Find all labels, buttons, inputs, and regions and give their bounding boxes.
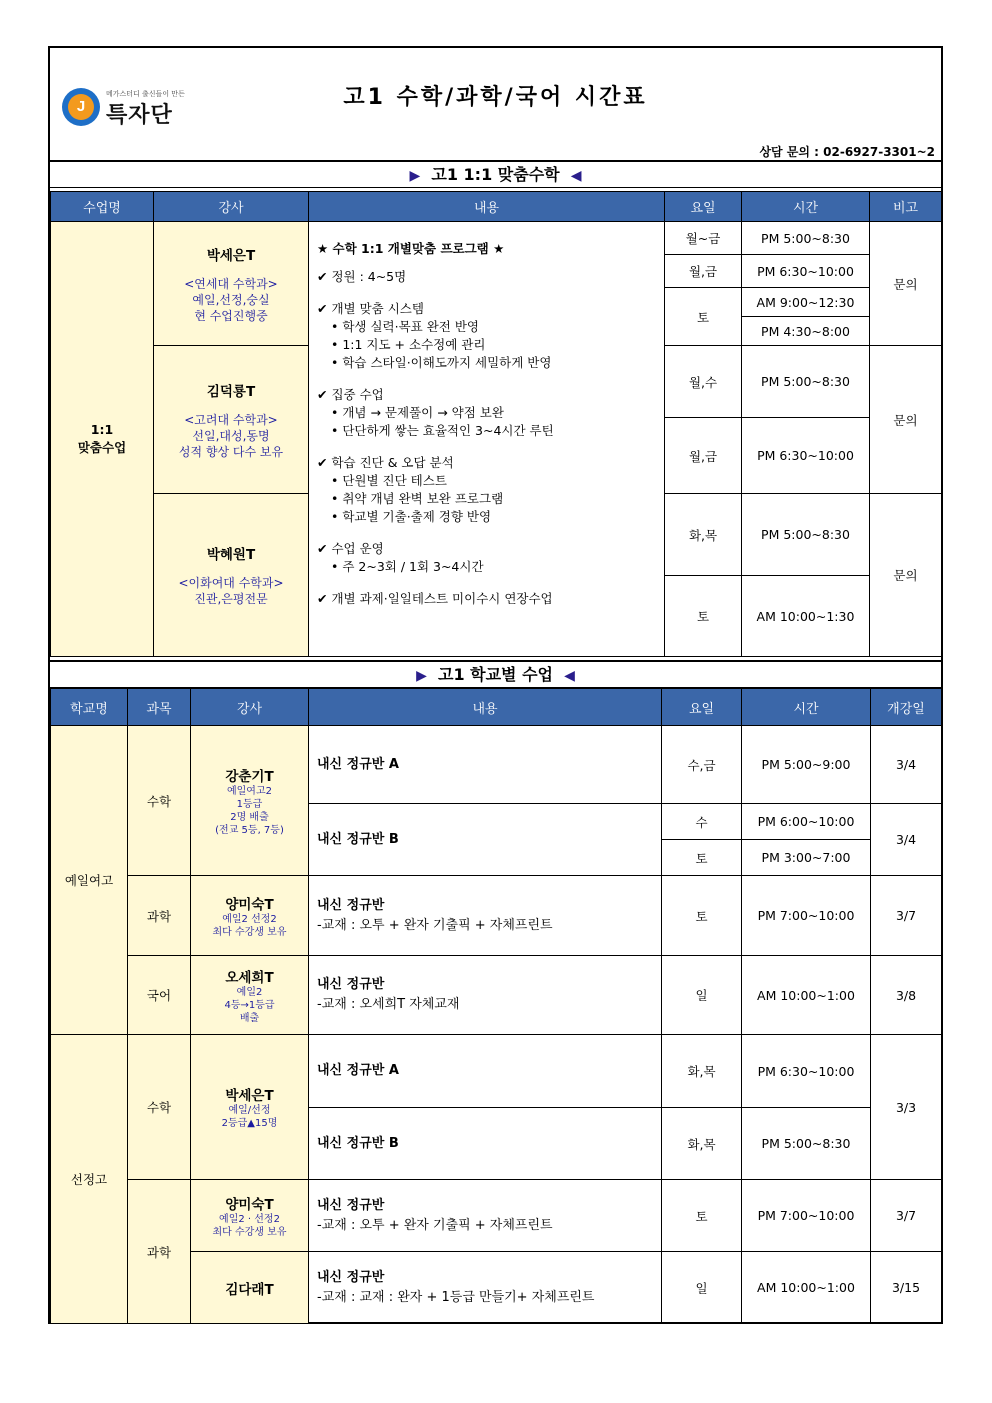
teacher-desc	[154, 412, 308, 460]
list-item: • 1:1 지도 + 소수정예 관리	[331, 337, 486, 352]
right-arrow-icon: ▶	[409, 168, 421, 184]
contact-info: 상담 문의 : 02-6927-3301~2	[759, 145, 935, 159]
col-header-time: 시간	[742, 689, 871, 726]
list-item: • 학생 실력·목표 완전 반영	[331, 319, 479, 334]
class-title: 내신 정규반	[317, 1197, 385, 1213]
note-cell: 문의	[870, 222, 942, 346]
class-title: 내신 정규반	[317, 897, 385, 913]
left-arrow-icon: ◀	[564, 668, 575, 684]
col-header-content: 내용	[309, 192, 665, 222]
list-item: • 개념 → 문제풀이 → 약점 보완	[331, 405, 504, 420]
subject-cell: 수학	[128, 726, 191, 876]
day-cell: 월,금	[665, 418, 742, 494]
col-header-open-date: 개강일	[871, 689, 942, 726]
day-cell: 토	[662, 1180, 742, 1252]
time-cell: PM 5:00~8:30	[742, 222, 870, 255]
open-date-cell: 3/4	[871, 726, 942, 804]
time-cell: AM 10:00~1:00	[742, 956, 871, 1035]
class-textbook: -교재 : 교재 : 완자 + 1등급 만들기+ 자체프린트	[317, 1289, 595, 1305]
day-cell: 토	[662, 840, 742, 876]
section-1-label: 고1 1:1 맞춤수학	[431, 165, 560, 184]
teacher-desc: 예일2 4등→1등급 배출	[224, 986, 275, 1024]
class-textbook: -교재 : 오투 + 완자 기출픽 + 자체프린트	[317, 917, 553, 933]
col-header-teacher: 강사	[154, 192, 309, 222]
teacher-name: 박세은T	[225, 1088, 274, 1104]
note-cell: 문의	[870, 494, 942, 657]
subject-cell: 국어	[128, 956, 191, 1035]
logo-tagline: 메가스터디 출신들이 만든	[106, 90, 185, 98]
school-class-table	[50, 688, 942, 1324]
teacher-career: 성적 향상 다수 보유	[178, 444, 284, 459]
focus-title: ✔ 집중 수업	[317, 387, 384, 402]
one-on-one-table	[50, 191, 942, 657]
teacher-cell	[191, 1035, 309, 1180]
section-2-title	[50, 660, 941, 688]
teacher-desc: 예일여고2 1등급 2명 배출 (전교 5등, 7등)	[215, 785, 284, 836]
col-header-school: 학교명	[51, 689, 128, 726]
day-cell: 일	[662, 956, 742, 1035]
subject-cell: 과학	[128, 876, 191, 956]
class-content	[309, 1252, 662, 1324]
teacher-cell	[191, 956, 309, 1035]
class-content	[309, 876, 662, 956]
time-cell: PM 3:00~7:00	[742, 840, 871, 876]
school-cell: 예일여고	[51, 726, 128, 1035]
time-cell: PM 6:30~10:00	[742, 418, 870, 494]
day-cell: 화,목	[662, 1035, 742, 1108]
teacher-school: <이화여대 수학과>	[178, 576, 284, 590]
day-cell: 월,수	[665, 346, 742, 418]
teacher-cell	[191, 1180, 309, 1252]
teacher-name: 박세은T	[206, 247, 256, 264]
class-title: 내신 정규반 A	[317, 1063, 399, 1078]
teacher-career: 진관,은평전문	[194, 592, 268, 606]
class-content	[309, 1035, 662, 1108]
col-header-class: 수업명	[51, 192, 154, 222]
col-header-day: 요일	[662, 689, 742, 726]
day-cell: 월,금	[665, 255, 742, 288]
list-item: • 단단하게 쌓는 효율적인 3~4시간 루틴	[331, 423, 554, 438]
col-header-content: 내용	[309, 689, 662, 726]
extra-note: ✔ 개별 과제·일일테스트 미이수시 연장수업	[317, 591, 553, 606]
time-cell: PM 6:00~10:00	[742, 804, 871, 840]
teacher-desc: 예일2 선정2 최다 수강생 보유	[212, 913, 287, 938]
class-title: 내신 정규반	[317, 1269, 385, 1285]
teacher-cell	[154, 222, 309, 346]
teacher-cell	[191, 1252, 309, 1324]
timetable-document	[48, 46, 943, 1324]
operation-title: ✔ 수업 운영	[317, 541, 384, 556]
logo-name: 특자단	[106, 103, 173, 128]
day-cell: 수	[662, 804, 742, 840]
time-cell: AM 9:00~12:30	[742, 288, 870, 317]
class-title: 내신 정규반 A	[317, 756, 399, 772]
school-cell: 선정고	[51, 1035, 128, 1324]
section-1-title	[50, 162, 941, 188]
class-content	[309, 1108, 662, 1180]
program-content-cell	[309, 222, 665, 657]
time-cell: AM 10:00~1:00	[742, 1252, 871, 1324]
col-header-note: 비고	[870, 192, 942, 222]
open-date-cell: 3/15	[871, 1252, 942, 1324]
teacher-school: <고려대 수학과>	[184, 412, 278, 427]
note-cell: 문의	[870, 346, 942, 494]
col-header-day: 요일	[665, 192, 742, 222]
teacher-name: 김덕룡T	[206, 383, 256, 400]
teacher-cell	[154, 346, 309, 494]
teacher-name: 양미숙T	[225, 896, 274, 913]
page-title: 고1 수학/과학/국어 시간표	[343, 85, 648, 110]
teacher-name: 오세희T	[225, 969, 274, 986]
teacher-name: 양미숙T	[225, 1196, 274, 1213]
teacher-cell	[154, 494, 309, 657]
time-cell: PM 6:30~10:00	[742, 1035, 871, 1108]
col-header-subject: 과목	[128, 689, 191, 726]
time-cell: PM 6:30~10:00	[742, 255, 870, 288]
day-cell: 토	[665, 288, 742, 346]
teacher-school: <연세대 수학과>	[184, 276, 278, 291]
teacher-desc: 예일2 · 선정2 최다 수강생 보유	[212, 1213, 287, 1238]
time-cell: PM 4:30~8:00	[742, 317, 870, 346]
day-cell: 일	[662, 1252, 742, 1324]
open-date-cell: 3/7	[871, 1180, 942, 1252]
list-item: • 단원별 진단 테스트	[331, 473, 447, 488]
custom-system-title: ✔ 개별 맞춤 시스템	[317, 301, 424, 316]
class-textbook: -교재 : 오투 + 완자 기출픽 + 자체프린트	[317, 1217, 553, 1233]
time-cell: PM 5:00~8:30	[742, 1108, 871, 1180]
teacher-career: 현 수업진행중	[194, 308, 268, 323]
teacher-cell	[191, 726, 309, 876]
day-cell: 화,목	[662, 1108, 742, 1180]
subject-cell: 수학	[128, 1035, 191, 1180]
list-item: • 주 2~3회 / 1회 3~4시간	[331, 559, 484, 574]
list-item: • 학교별 기출·출제 경향 반영	[331, 509, 492, 524]
time-cell: PM 7:00~10:00	[742, 876, 871, 956]
day-cell: 월~금	[665, 222, 742, 255]
class-content	[309, 956, 662, 1035]
teacher-cell	[191, 876, 309, 956]
right-arrow-icon: ▶	[416, 668, 427, 684]
class-textbook: -교재 : 오세희T 자체교재	[317, 997, 460, 1012]
list-item: • 학습 스타일·이해도까지 세밀하게 반영	[331, 355, 552, 370]
capacity-text: ✔ 정원 : 4~5명	[317, 269, 407, 284]
subject-cell: 과학	[128, 1180, 191, 1324]
class-content	[309, 726, 662, 804]
left-arrow-icon: ◀	[570, 168, 582, 184]
class-content	[309, 804, 662, 876]
open-date-cell: 3/3	[871, 1035, 942, 1180]
program-title: ★ 수학 1:1 개별맞춤 프로그램 ★	[317, 241, 505, 256]
day-cell: 토	[665, 576, 742, 657]
list-item: • 취약 개념 완벽 보완 프로그램	[331, 491, 504, 506]
teacher-career: 예일,선정,숭실	[192, 292, 270, 307]
teacher-name: 김다래T	[225, 1281, 274, 1298]
teacher-desc: 예일/선정 2등급▲15명	[221, 1105, 278, 1129]
section-2-label: 고1 학교별 수업	[437, 665, 553, 684]
time-cell: PM 5:00~8:30	[742, 346, 870, 418]
document-header	[50, 48, 941, 162]
teacher-desc	[154, 575, 308, 607]
class-name-cell: 1:1 맞춤수업	[51, 222, 154, 657]
open-date-cell: 3/7	[871, 876, 942, 956]
teacher-desc	[154, 276, 308, 324]
time-cell: PM 5:00~9:00	[742, 726, 871, 804]
col-header-teacher: 강사	[191, 689, 309, 726]
diagnosis-title: ✔ 학습 진단 & 오답 분석	[317, 455, 454, 470]
open-date-cell: 3/8	[871, 956, 942, 1035]
teacher-career: 선일,대성,동명	[192, 428, 270, 443]
logo-letter: J	[68, 94, 94, 120]
teacher-name: 강춘기T	[225, 768, 274, 785]
time-cell: PM 7:00~10:00	[742, 1180, 871, 1252]
teacher-name: 박혜원T	[206, 547, 256, 563]
class-title: 내신 정규반	[317, 977, 385, 992]
day-cell: 수,금	[662, 726, 742, 804]
day-cell: 화,목	[665, 494, 742, 576]
class-title: 내신 정규반 B	[317, 1135, 399, 1151]
class-content	[309, 1180, 662, 1252]
col-header-time: 시간	[742, 192, 870, 222]
time-cell: AM 10:00~1:30	[742, 576, 870, 657]
class-title: 내신 정규반 B	[317, 831, 399, 847]
time-cell: PM 5:00~8:30	[742, 494, 870, 576]
day-cell: 토	[662, 876, 742, 956]
open-date-cell: 3/4	[871, 804, 942, 876]
